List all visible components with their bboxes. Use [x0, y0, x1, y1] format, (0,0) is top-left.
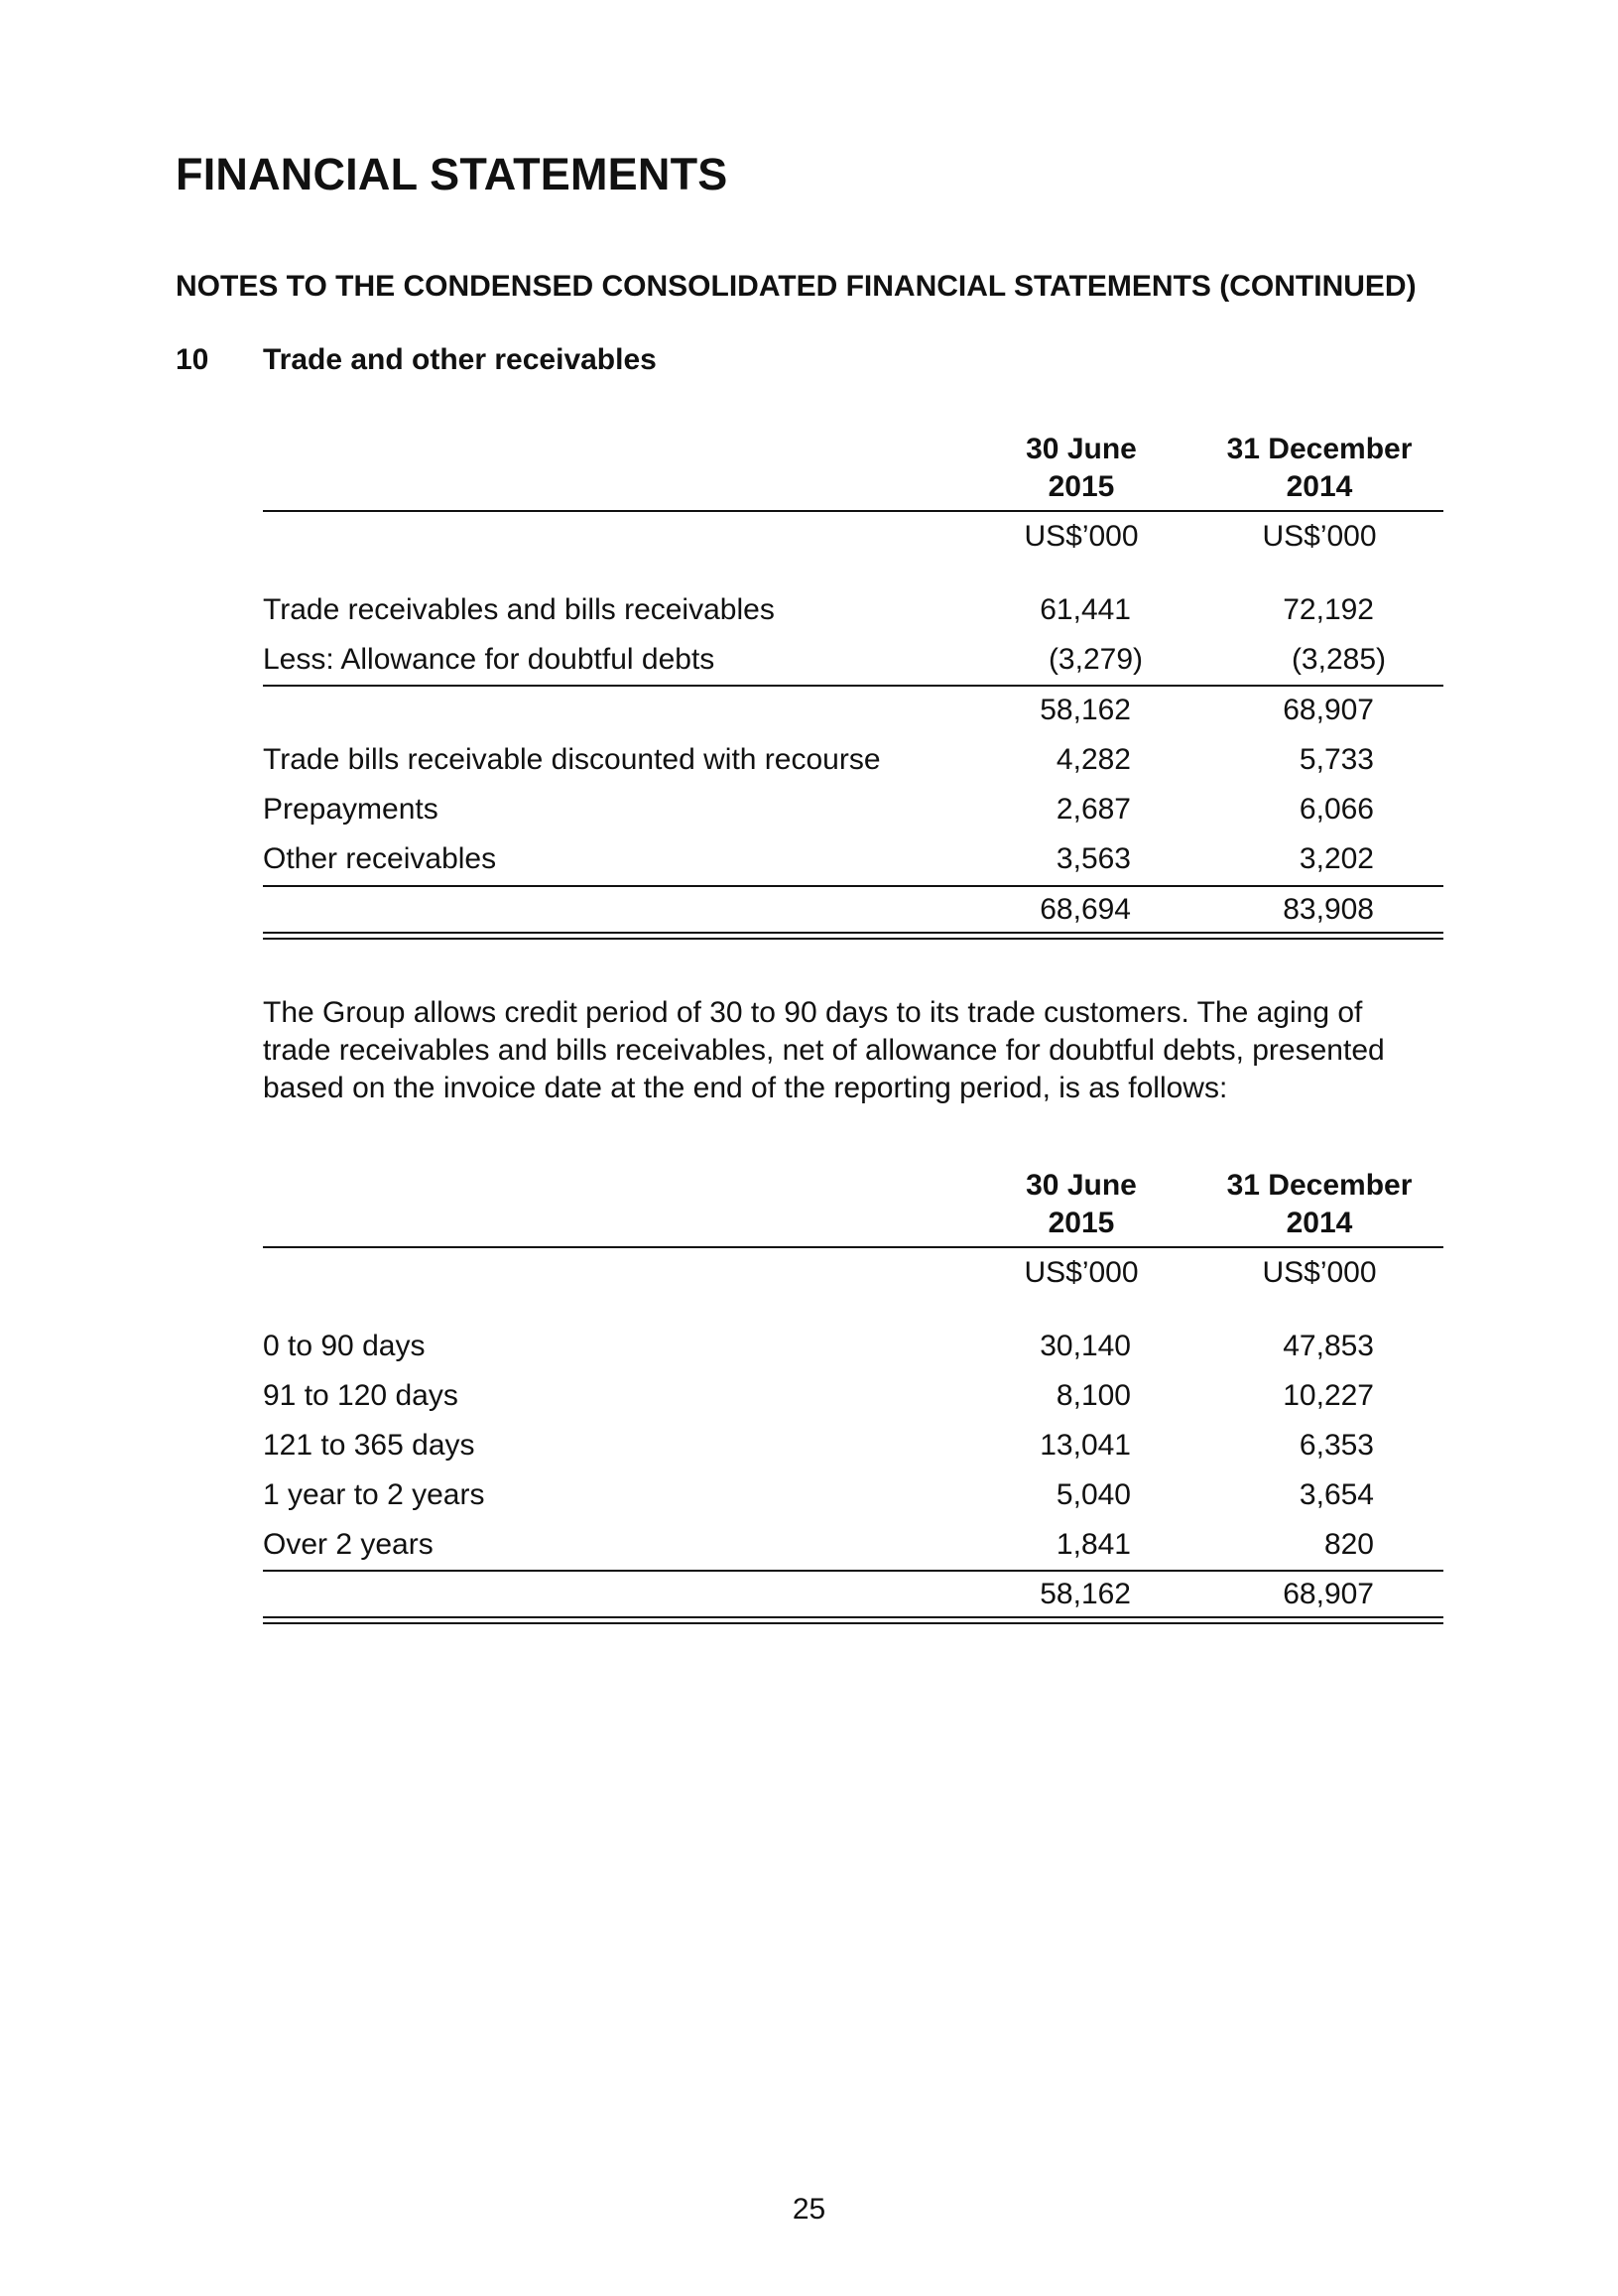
value-2014: 47,853: [1283, 1330, 1374, 1362]
value-2014: 83,908: [1283, 893, 1374, 926]
row-label: Less: Allowance for doubtful debts: [263, 643, 715, 676]
value-2015: 58,162: [1040, 694, 1131, 726]
value-2014: 68,907: [1283, 1578, 1374, 1610]
page-number: 25: [792, 2193, 826, 2226]
page-title: FINANCIAL STATEMENTS: [176, 149, 728, 199]
paragraph-line: trade receivables and bills receivables, net of allowance for doubtful debts, presented: [263, 1034, 1385, 1067]
value-2014: 3,202: [1299, 842, 1374, 875]
value-2014: 5,733: [1299, 743, 1374, 776]
row-label: Over 2 years: [263, 1528, 434, 1561]
section-title: Trade and other receivables: [263, 343, 657, 376]
total-double-rule: [263, 1616, 1443, 1624]
value-2015: (3,279): [1048, 643, 1143, 676]
value-2015: 4,282: [1056, 743, 1131, 776]
value-2014: 820: [1323, 1528, 1374, 1561]
column-header-line: 31 December: [1226, 1169, 1413, 1202]
value-2015: 58,162: [1040, 1578, 1131, 1610]
subtotal-rule: [263, 685, 1443, 687]
unit-label: US$’000: [1024, 520, 1139, 553]
section-number: 10: [176, 343, 209, 376]
value-2015: 68,694: [1040, 893, 1131, 926]
unit-label: US$’000: [1024, 1256, 1139, 1289]
column-header-line: 2015: [1048, 470, 1115, 503]
value-2015: 30,140: [1040, 1330, 1131, 1362]
row-label: 121 to 365 days: [263, 1429, 475, 1462]
column-header-line: 30 June: [1026, 433, 1137, 465]
value-2014: 72,192: [1283, 593, 1374, 626]
value-2014: (3,285): [1291, 643, 1386, 676]
value-2015: 8,100: [1056, 1379, 1131, 1412]
value-2014: 3,654: [1299, 1478, 1374, 1511]
row-label: 91 to 120 days: [263, 1379, 458, 1412]
value-2015: 3,563: [1056, 842, 1131, 875]
total-rule: [263, 885, 1443, 887]
row-label: 1 year to 2 years: [263, 1478, 485, 1511]
column-header-december-2014: [1200, 1167, 1438, 1242]
credit-period-paragraph: [263, 994, 1453, 1107]
value-2014: 6,353: [1299, 1429, 1374, 1462]
header-rule: [263, 510, 1443, 512]
row-label: 0 to 90 days: [263, 1330, 426, 1362]
paragraph-line: The Group allows credit period of 30 to 90 days to its trade customers. The aging of: [263, 996, 1363, 1029]
value-2014: 6,066: [1299, 793, 1374, 826]
total-rule: [263, 1570, 1443, 1572]
value-2015: 13,041: [1040, 1429, 1131, 1462]
value-2015: 5,040: [1056, 1478, 1131, 1511]
notes-heading: NOTES TO THE CONDENSED CONSOLIDATED FINANCIAL STATEMENTS (CONTINUED): [176, 270, 1417, 303]
column-header-june-2015: [962, 1167, 1200, 1242]
value-2015: 1,841: [1056, 1528, 1131, 1561]
unit-label: US$’000: [1262, 520, 1377, 553]
column-header-line: 2014: [1286, 470, 1353, 503]
value-2015: 61,441: [1040, 593, 1131, 626]
column-header-line: 2014: [1286, 1207, 1353, 1239]
value-2014: 68,907: [1283, 694, 1374, 726]
column-header-line: 2015: [1048, 1207, 1115, 1239]
column-header-june-2015: [962, 431, 1200, 506]
total-double-rule: [263, 932, 1443, 940]
row-label: Other receivables: [263, 842, 497, 875]
column-header-line: 31 December: [1226, 433, 1413, 465]
column-header-december-2014: [1200, 431, 1438, 506]
row-label: Trade receivables and bills receivables: [263, 593, 775, 626]
row-label: Trade bills receivable discounted with recourse: [263, 743, 881, 776]
row-label: Prepayments: [263, 793, 438, 826]
header-rule: [263, 1246, 1443, 1248]
value-2014: 10,227: [1283, 1379, 1374, 1412]
column-header-line: 30 June: [1026, 1169, 1137, 1202]
unit-label: US$’000: [1262, 1256, 1377, 1289]
value-2015: 2,687: [1056, 793, 1131, 826]
paragraph-line: based on the invoice date at the end of the reporting period, is as follows:: [263, 1072, 1228, 1104]
